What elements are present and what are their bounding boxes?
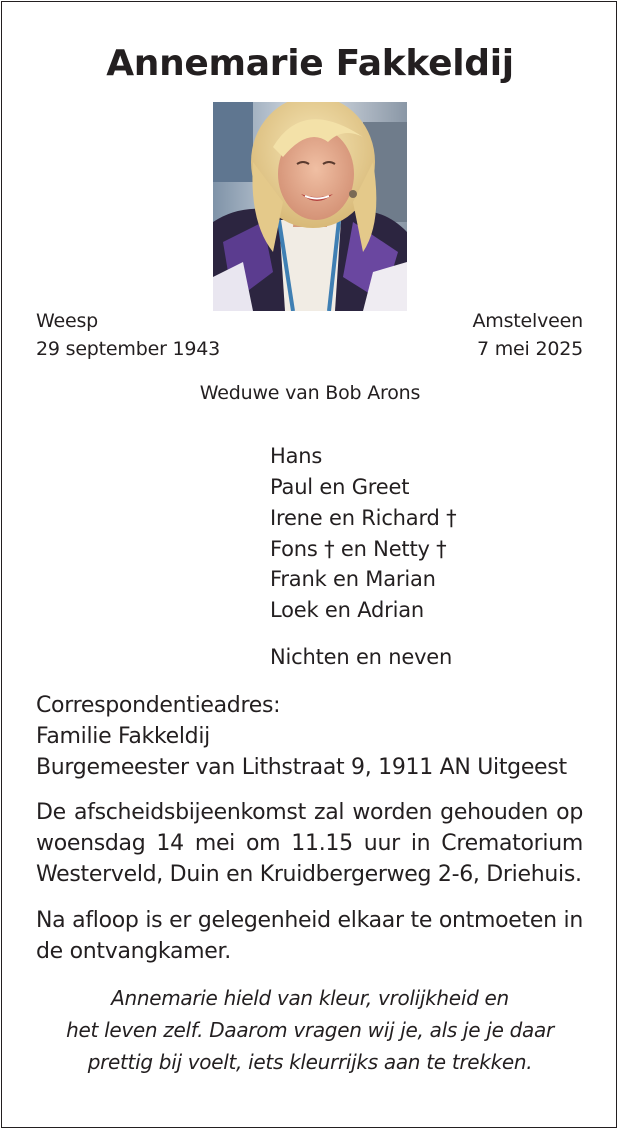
family-member: Loek en Adrian	[270, 598, 425, 622]
birth-date: 29 september 1943	[36, 338, 221, 360]
family-member: Paul en Greet	[270, 475, 410, 499]
widow-of: Weduwe van Bob Arons	[199, 382, 421, 404]
ceremony-line: Westerveld, Duin en Kruidbergerweg 2-6, Driehuis.	[36, 862, 582, 887]
birth-place: Weesp	[36, 310, 99, 332]
family-member: Frank en Marian	[270, 567, 436, 591]
family-member: Fons † en Netty †	[270, 537, 447, 561]
after-line: de ontvangkamer.	[36, 939, 231, 964]
ceremony-line: De afscheidsbijeenkomst zal worden gehouden op	[36, 800, 583, 825]
correspondence-heading: Correspondentieadres:	[36, 693, 281, 718]
family-member: Irene en Richard †	[270, 506, 457, 530]
relatives: Nichten en neven	[270, 645, 453, 669]
quote-line: Annemarie hield van kleur, vrolijkheid en	[111, 986, 509, 1010]
correspondence-address: Burgemeester van Lithstraat 9, 1911 AN Uitgeest	[36, 755, 567, 780]
correspondence-name: Familie Fakkeldij	[36, 724, 210, 749]
ceremony-line: woensdag 14 mei om 11.15 uur in Crematorium	[36, 831, 583, 856]
deceased-name: Annemarie Fakkeldij	[106, 43, 514, 84]
quote-line: het leven zelf. Daarom vragen wij je, als je je daar	[66, 1018, 554, 1042]
portrait-photo	[213, 102, 407, 311]
family-member: Hans	[270, 444, 323, 468]
quote-line: prettig bij voelt, iets kleurrijks aan te trekken.	[87, 1050, 533, 1074]
death-place: Amstelveen	[472, 310, 583, 332]
death-date: 7 mei 2025	[477, 338, 583, 360]
after-line: Na afloop is er gelegenheid elkaar te ontmoeten in	[36, 908, 583, 933]
